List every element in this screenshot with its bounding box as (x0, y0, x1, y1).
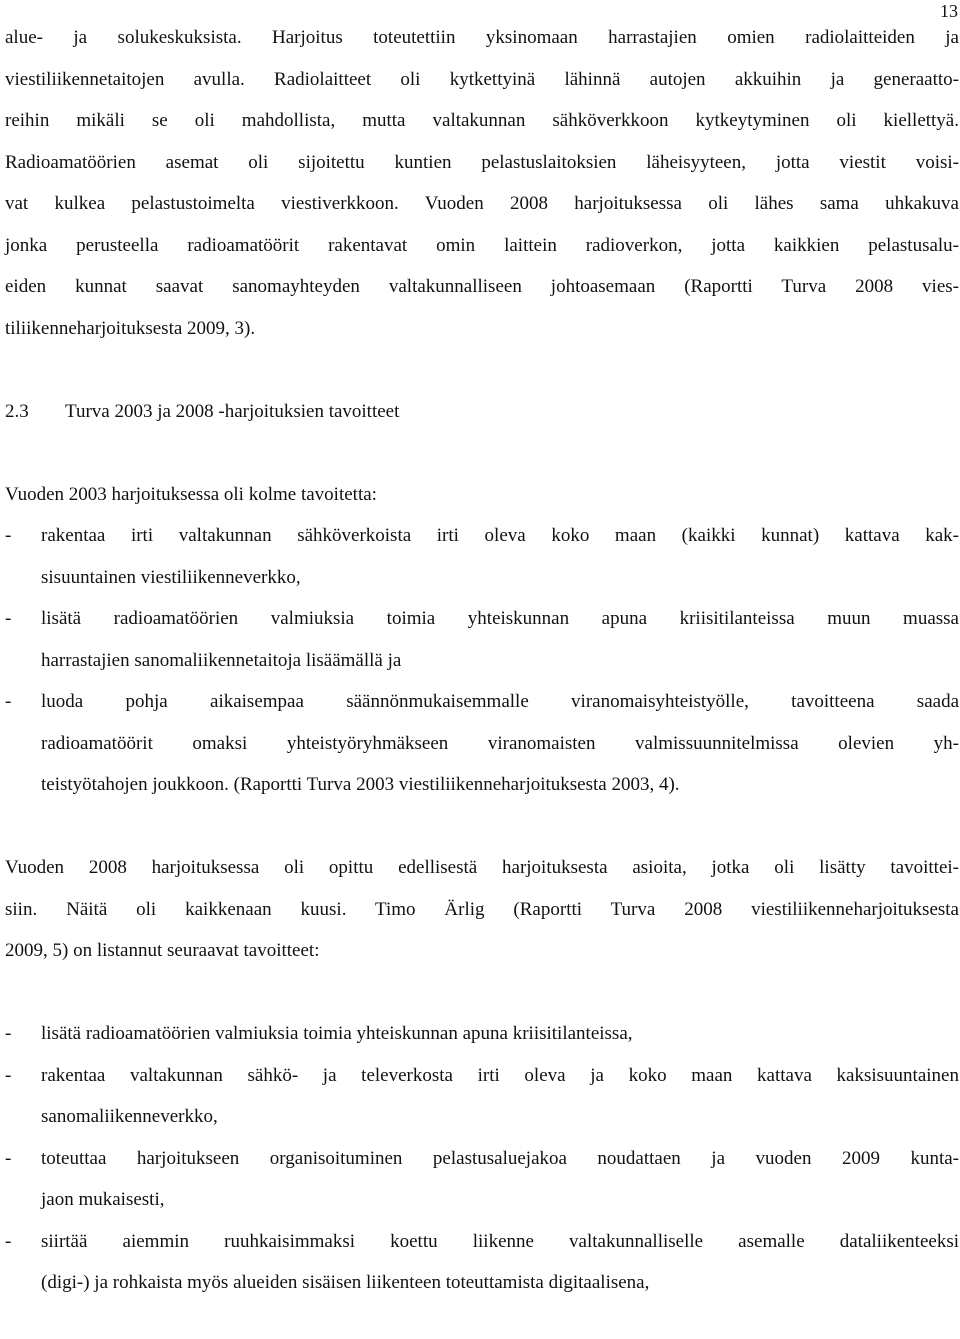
text-line: alue- ja solukeskuksista. Harjoitus toteutettiin yksinomaan harrastajien omien radiolaitteiden ja (5, 27, 959, 48)
list-item (5, 1055, 959, 1138)
text-line: jonka perusteella radioamatöörit rakentavat omin laittein radioverkon, jotta kaikkien pelastusalu- (5, 234, 959, 256)
list-dash: - (5, 1230, 12, 1252)
section-heading (5, 391, 959, 433)
text-line: tiliikenneharjoituksesta 2009, 3). (5, 317, 256, 339)
list-item (5, 515, 959, 598)
text-line: siirtää aiemmin ruuhkaisimmaksi koettu liikenne valtakunnalliselle asemalle dataliikenteeksi (41, 1230, 959, 1252)
text-line: Vuoden 2008 harjoituksessa oli opittu edellisestä harjoituksesta asioita, jotka oli lisätty tavoittei- (5, 857, 959, 878)
spacer (5, 972, 959, 1014)
section-title: Turva 2003 ja 2008 -harjoituksien tavoitteet (65, 400, 400, 422)
list-item (5, 1138, 959, 1221)
text-line: radioamatöörit omaksi yhteistyöryhmäkseen viranomaisten valmissuunnitelmissa olevien yh- (41, 732, 959, 754)
text-line: lisätä radioamatöörien valmiuksia toimia yhteiskunnan apuna kriisitilanteissa, (41, 1023, 633, 1044)
goals-list-2008 (5, 1013, 959, 1304)
list-dash: - (5, 608, 12, 629)
text-line: rakentaa valtakunnan sähkö- ja televerkosta irti oleva ja koko maan kattava kaksisuuntainen (41, 1064, 959, 1086)
spacer (5, 806, 959, 848)
text-line: toteuttaa harjoitukseen organisoituminen pelastusaluejakoa noudattaen ja vuoden 2009 kunta- (41, 1147, 959, 1169)
text-line: teistyötahojen joukkoon. (Raportti Turva 2003 viestiliikenneharjoituksesta 2003, 4). (41, 774, 680, 795)
text-line: Radioamatöörien asemat oli sijoitettu kuntien pelastuslaitoksien läheisyyteen, jotta viestit voisi- (5, 151, 959, 173)
paragraph-2008-goals-intro (5, 847, 959, 972)
text-line: rakentaa irti valtakunnan sähköverkoista irti oleva koko maan (kaikki kunnat) kattava kak- (41, 525, 959, 546)
text-line: (digi-) ja rohkaista myös alueiden sisäisen liikenteen toteuttamista digitaalisena, (41, 1272, 650, 1293)
list-item (5, 1221, 959, 1304)
paragraph-exercise-description (5, 17, 959, 349)
text-line: 2009, 5) on listannut seuraavat tavoitteet: (5, 940, 320, 961)
spacer (5, 432, 959, 474)
text-line: harrastajien sanomaliikennetaitoja lisäämällä ja (41, 649, 402, 671)
spacer (5, 349, 959, 391)
list-item (5, 1013, 959, 1055)
list-dash: - (5, 525, 12, 546)
text-line: vat kulkea pelastustoimelta viestiverkkoon. Vuoden 2008 harjoituksessa oli lähes sama uhkakuva (5, 193, 959, 214)
text-line: eiden kunnat saavat sanomayhteyden valtakunnalliseen johtoasemaan (Raportti Turva 2008 vies- (5, 276, 959, 297)
list-item (5, 681, 959, 806)
document-body (5, 17, 959, 1304)
text-line: sanomaliikenneverkko, (41, 1106, 218, 1127)
text-line: luoda pohja aikaisempaa säännönmukaisemmalle viranomaisyhteistyölle, tavoitteena saada (41, 691, 959, 712)
text-line: sisuuntainen viestiliikenneverkko, (41, 566, 301, 588)
list-dash: - (5, 1147, 12, 1169)
text-line: reihin mikäli se oli mahdollista, mutta valtakunnan sähköverkkoon kytkeytyminen oli kiellettyä. (5, 110, 959, 131)
text-line: jaon mukaisesti, (41, 1189, 165, 1210)
goals-list-2003 (5, 515, 959, 806)
list-dash: - (5, 1064, 12, 1086)
text-line: lisätä radioamatöörien valmiuksia toimia yhteiskunnan apuna kriisitilanteissa muun muassa (41, 608, 959, 629)
page-number: 13 (940, 1, 958, 21)
list-item (5, 598, 959, 681)
list-dash: - (5, 1023, 12, 1044)
section-number: 2.3 (5, 400, 29, 422)
intro-2003: Vuoden 2003 harjoituksessa oli kolme tavoitetta: (5, 483, 377, 505)
text-line: siin. Näitä oli kaikkenaan kuusi. Timo Ärlig (Raportti Turva 2008 viestiliikenneharjoituksesta (5, 898, 959, 920)
list-dash: - (5, 691, 12, 712)
text-line: viestiliikennetaitojen avulla. Radiolaitteet oli kytkettyinä lähinnä autojen akkuihin ja generaatto- (5, 68, 959, 90)
